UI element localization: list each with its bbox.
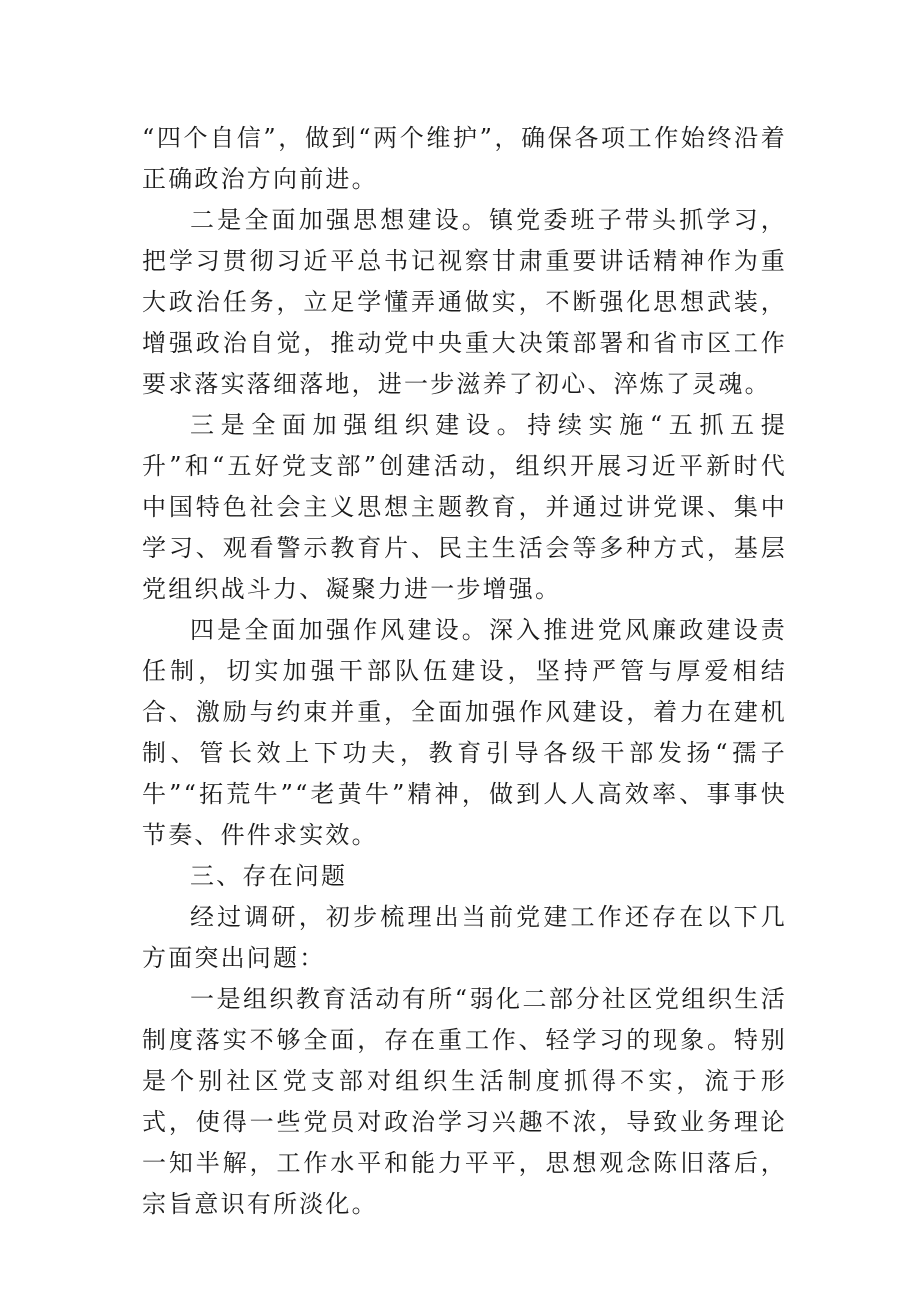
section-heading-existing-problems: 三、存在问题 [190, 862, 348, 890]
document-body [142, 118, 787, 1225]
paragraph-organization-building: 三是全面加强组织建设。持续实施“五抓五提升”和“五好党支部”创建活动，组织开展习近平新时代中国特色社会主义思想主题教育，并通过讲党课、集中学习、观看警示教育片、民主生活会等多种方式，基层党组织战斗力、凝聚力进一步增强。 [142, 411, 787, 603]
paragraph-ideology-building: 二是全面加强思想建设。镇党委班子带头抓学习，把学习贯彻习近平总书记视察甘肃重要讲话精神作为重大政治任务，立足学懂弄通做实，不断强化思想武装，增强政治自觉，推动党中央重大决策部署和省市区工作要求落实落细落地，进一步滋养了初心、淬炼了灵魂。 [142, 206, 787, 398]
paragraph-problem-one: 一是组织教育活动有所“弱化二部分社区党组织生活制度落实不够全面，存在重工作、轻学习的现象。特别是个别社区党支部对组织生活制度抓得不实，流于形式，使得一些党员对政治学习兴趣不浓，导致业务理论一知半解，工作水平和能力平平，思想观念陈旧落后，宗旨意识有所淡化。 [142, 985, 787, 1218]
paragraph-research-summary: 经过调研，初步梳理出当前党建工作还存在以下几方面突出问题： [142, 903, 787, 972]
paragraph-work-style-building: 四是全面加强作风建设。深入推进党风廉政建设责任制，切实加强干部队伍建设，坚持严管与厚爱相结合、激励与约束并重，全面加强作风建设，着力在建机制、管长效上下功夫，教育引导各级干部发扬“孺子牛”“拓荒牛”“老黄牛”精神，做到人人高效率、事事快节奏、件件求实效。 [142, 616, 787, 849]
paragraph-continuation: “四个自信”，做到“两个维护”，确保各项工作始终沿着正确政治方向前进。 [142, 124, 787, 193]
